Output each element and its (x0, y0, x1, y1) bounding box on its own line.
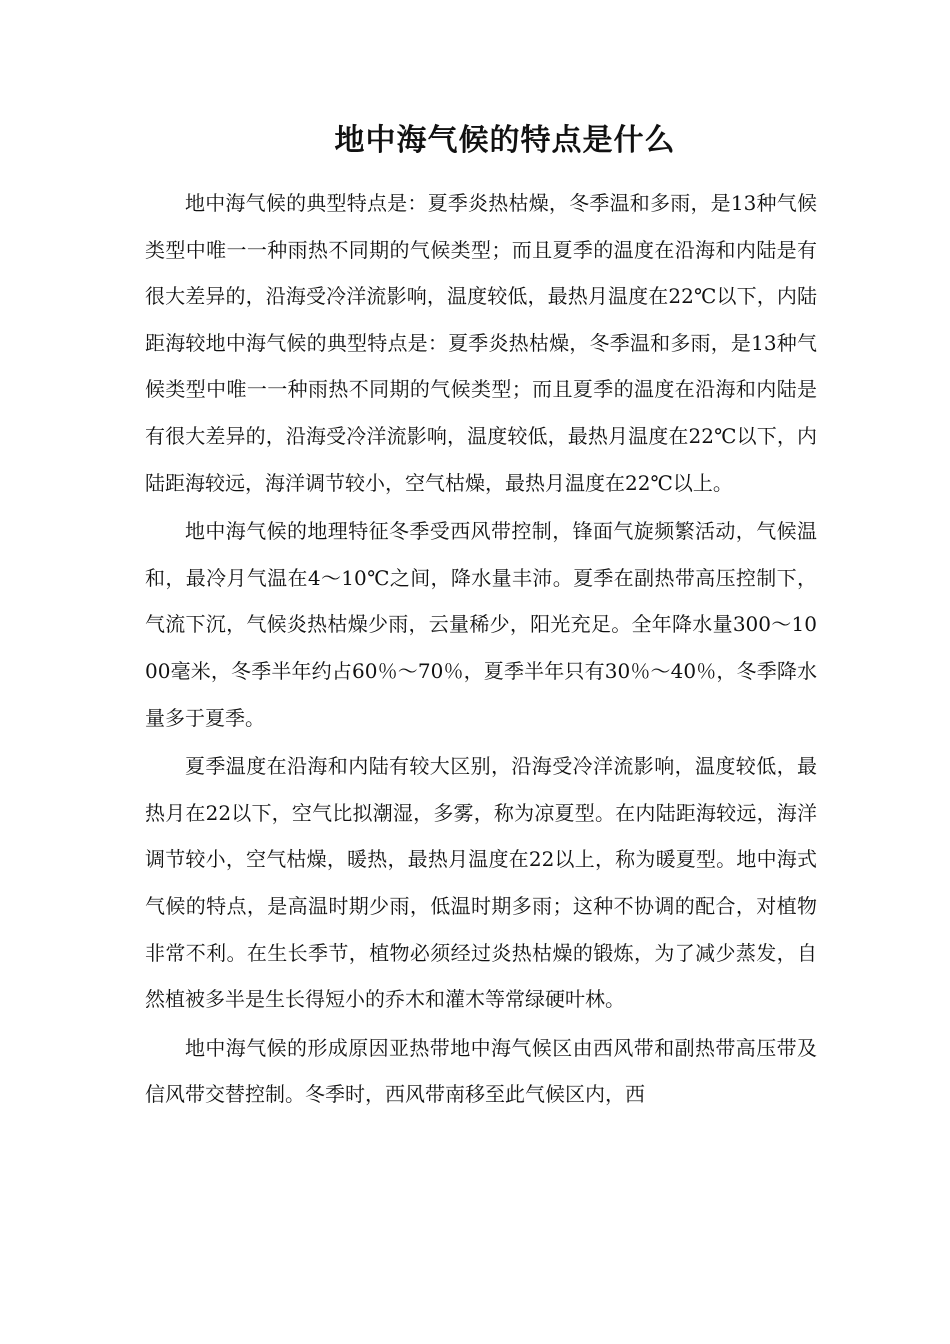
paragraph-3: 夏季温度在沿海和内陆有较大区别，沿海受冷洋流影响，温度较低，最热月在22以下，空气比拟潮湿，多雾，称为凉夏型。在内陆距海较远，海洋调节较小，空气枯燥，暖热，最热月温度在22以上，称为暖夏型。地中海式气候的特点，是高温时期少雨，低温时期多雨；这种不协调的配合，对植物非常不利。在生长季节，植物必须经过炎热枯燥的锻炼，为了减少蒸发，自然植被多半是生长得短小的乔木和灌木等常绿硬叶林。 (145, 754, 817, 1012)
paragraph-2: 地中海气候的地理特征冬季受西风带控制，锋面气旋频繁活动，气候温和，最冷月气温在4～10℃之间，降水量丰沛。夏季在副热带高压控制下，气流下沉，气候炎热枯燥少雨，云量稀少，阳光充足。全年降水量300～1000毫米，冬季半年约占60％～70％，夏季半年只有30％～40％，冬季降水量多于夏季。 (145, 519, 817, 730)
document-title: 地中海气候的特点是什么 (334, 123, 676, 158)
document-body (145, 180, 817, 1120)
paragraph-1: 地中海气候的典型特点是：夏季炎热枯燥，冬季温和多雨，是13种气候类型中唯一一种雨热不同期的气候类型；而且夏季的温度在沿海和内陆是有很大差异的，沿海受冷洋流影响，温度较低，最热月温度在22℃以下，内陆距海较地中海气候的典型特点是：夏季炎热枯燥，冬季温和多雨，是13种气候类型中唯一一种雨热不同期的气候类型；而且夏季的温度在沿海和内陆是有很大差异的，沿海受冷洋流影响，温度较低，最热月温度在22℃以下，内陆距海较远，海洋调节较小，空气枯燥，最热月温度在22℃以上。 (145, 191, 817, 495)
paragraph-4: 地中海气候的形成原因亚热带地中海气候区由西风带和副热带高压带及信风带交替控制。冬季时，西风带南移至此气候区内，西 (145, 1035, 817, 1107)
